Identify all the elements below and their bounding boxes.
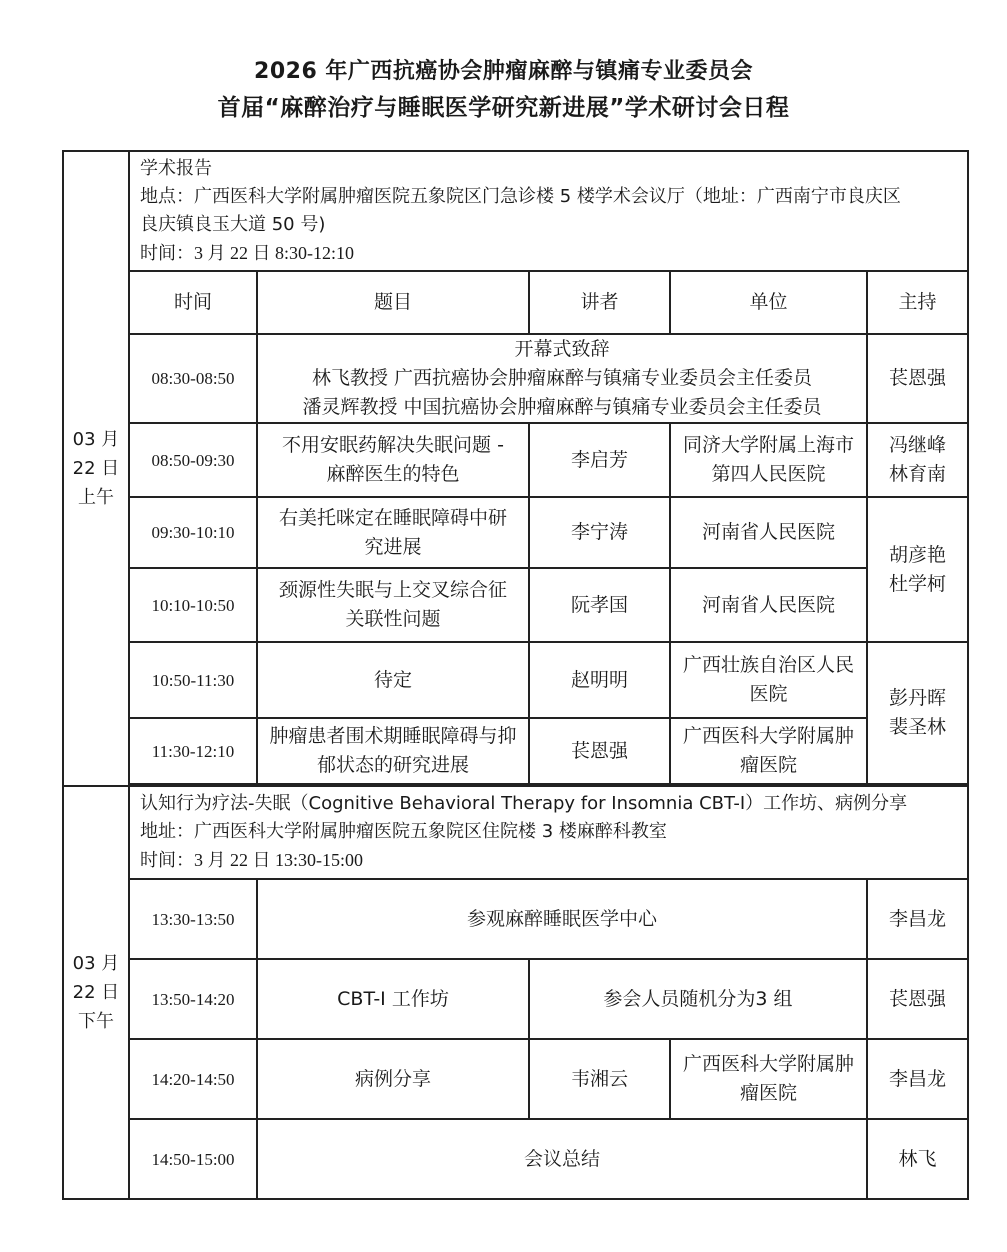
session-5-unit-line2: 瘤医院	[739, 754, 797, 776]
session-1-time: 08:50-09:30	[129, 423, 257, 497]
session-5-unit-line1: 广西医科大学附属肿	[682, 725, 854, 747]
pm-row-2-content: CBT-I 工作坊	[257, 959, 529, 1039]
session-3-time: 10:10-10:50	[129, 568, 257, 642]
opening-cell	[257, 334, 867, 423]
host-1a: 冯继峰	[889, 434, 947, 456]
morning-time: 时间：3 月 22 日 8:30-12:10	[140, 243, 354, 263]
afternoon-info-cell	[129, 786, 968, 879]
header-unit: 单位	[670, 271, 867, 334]
session-3-speaker: 阮孝国	[529, 568, 670, 642]
morning-date-cell	[63, 151, 129, 786]
session-2-unit: 河南省人民医院	[670, 497, 867, 568]
morning-location-line2: 良庆镇良玉大道 50 号)	[140, 214, 326, 235]
host-2a: 胡彦艳	[889, 543, 947, 566]
hosts-3-cell	[867, 642, 968, 784]
opening-title: 开幕式致辞	[514, 338, 610, 360]
session-1-unit	[670, 423, 867, 497]
morning-info-cell	[129, 151, 968, 271]
host-3a: 彭丹晖	[889, 687, 947, 709]
session-2-time: 09:30-10:10	[129, 497, 257, 568]
session-3-topic-line1: 颈源性失眠与上交叉综合征	[278, 579, 507, 601]
session-4-time: 10:50-11:30	[129, 642, 257, 718]
afternoon-date-day: 22 日	[72, 982, 120, 1003]
session-3-topic-line2: 关联性问题	[345, 608, 441, 630]
session-2-speaker: 李宁涛	[529, 497, 670, 568]
session-3-topic	[257, 568, 529, 642]
pm-row-3-host: 李昌龙	[867, 1039, 968, 1119]
opening-host: 苌恩强	[867, 334, 968, 423]
session-1-topic-line2: 麻醉医生的特色	[326, 463, 460, 485]
pm-row-4-content: 会议总结	[257, 1119, 867, 1199]
schedule-table	[62, 150, 969, 1200]
session-1-unit-line1: 同济大学附属上海市	[682, 434, 854, 456]
session-2-topic	[257, 497, 529, 568]
session-5-topic	[257, 718, 529, 784]
session-4-unit-line1: 广西壮族自治区人民	[682, 654, 854, 676]
session-3-unit: 河南省人民医院	[670, 568, 867, 642]
afternoon-section-title: 认知行为疗法-失眠（Cognitive Behavioral Therapy for Insomnia CBT-I）工作坊、病例分享	[140, 793, 908, 814]
host-2b: 杜学柯	[889, 572, 947, 595]
morning-section-title: 学术报告	[140, 158, 212, 179]
pm-row-2-content2: 参会人员随机分为3 组	[529, 959, 867, 1039]
page-title-line1: 2026 年广西抗癌协会肿瘤麻醉与镇痛专业委员会	[254, 59, 753, 84]
pm-row-3-unit-line1: 广西医科大学附属肿	[682, 1053, 854, 1075]
afternoon-date-period: 下午	[78, 1011, 114, 1032]
session-2-topic-line2: 究进展	[364, 535, 422, 558]
pm-row-3-unit-line2: 瘤医院	[739, 1082, 797, 1104]
pm-row-2-host: 苌恩强	[867, 959, 968, 1039]
page-title-line2: 首届“麻醉治疗与睡眠医学研究新进展”学术研讨会日程	[217, 95, 790, 121]
pm-row-4-host: 林飞	[867, 1119, 968, 1199]
pm-row-3-speaker: 韦湘云	[529, 1039, 670, 1119]
session-5-time: 11:30-12:10	[129, 718, 257, 784]
session-4-unit	[670, 642, 867, 718]
pm-row-4-time: 14:50-15:00	[129, 1119, 257, 1199]
pm-row-1-host: 李昌龙	[867, 879, 968, 959]
morning-date-day: 22 日	[72, 458, 120, 479]
session-4-speaker: 赵明明	[529, 642, 670, 718]
opening-speaker-1: 林飞教授 广西抗癌协会肿瘤麻醉与镇痛专业委员会主任委员	[311, 367, 813, 389]
afternoon-time: 时间：3 月 22 日 13:30-15:00	[140, 850, 363, 870]
pm-row-1-content: 参观麻醉睡眠医学中心	[257, 879, 867, 959]
pm-row-3-time: 14:20-14:50	[129, 1039, 257, 1119]
header-topic: 题目	[257, 271, 529, 334]
session-2-topic-line1: 右美托咪定在睡眠障碍中研	[278, 506, 507, 529]
host-3b: 裴圣林	[889, 716, 947, 738]
session-1-speaker: 李启芳	[529, 423, 670, 497]
morning-date-period: 上午	[78, 487, 114, 508]
header-host: 主持	[867, 271, 968, 334]
session-1-unit-line2: 第四人民医院	[711, 463, 826, 485]
hosts-2-cell	[867, 497, 968, 642]
header-time: 时间	[129, 271, 257, 334]
session-5-speaker: 苌恩强	[529, 718, 670, 784]
session-1-host	[867, 423, 968, 497]
afternoon-date-month: 03 月	[72, 953, 120, 974]
afternoon-location: 地址：广西医科大学附属肿瘤医院五象院区住院楼 3 楼麻醉科教室	[140, 821, 667, 842]
host-1b: 林育南	[889, 463, 947, 485]
pm-row-1-time: 13:30-13:50	[129, 879, 257, 959]
session-5-topic-line1: 肿瘤患者围术期睡眠障碍与抑	[269, 725, 517, 747]
pm-row-3-unit	[670, 1039, 867, 1119]
pm-row-2-time: 13:50-14:20	[129, 959, 257, 1039]
morning-location-line1: 地点：广西医科大学附属肿瘤医院五象院区门急诊楼 5 楼学术会议厅（地址：广西南宁市良庆区	[140, 186, 901, 207]
afternoon-date-cell	[63, 786, 129, 1199]
morning-date-month: 03 月	[72, 429, 120, 450]
opening-speaker-2: 潘灵辉教授 中国抗癌协会肿瘤麻醉与镇痛专业委员会主任委员	[302, 396, 822, 418]
session-5-topic-line2: 郁状态的研究进展	[316, 754, 469, 776]
session-4-unit-line2: 医院	[749, 683, 788, 705]
session-4-topic: 待定	[257, 642, 529, 718]
opening-time: 08:30-08:50	[129, 334, 257, 423]
session-1-topic	[257, 423, 529, 497]
pm-row-3-content: 病例分享	[257, 1039, 529, 1119]
session-5-unit	[670, 718, 867, 784]
header-speaker: 讲者	[529, 271, 670, 334]
session-1-topic-line1: 不用安眠药解决失眠问题 -	[282, 434, 504, 456]
